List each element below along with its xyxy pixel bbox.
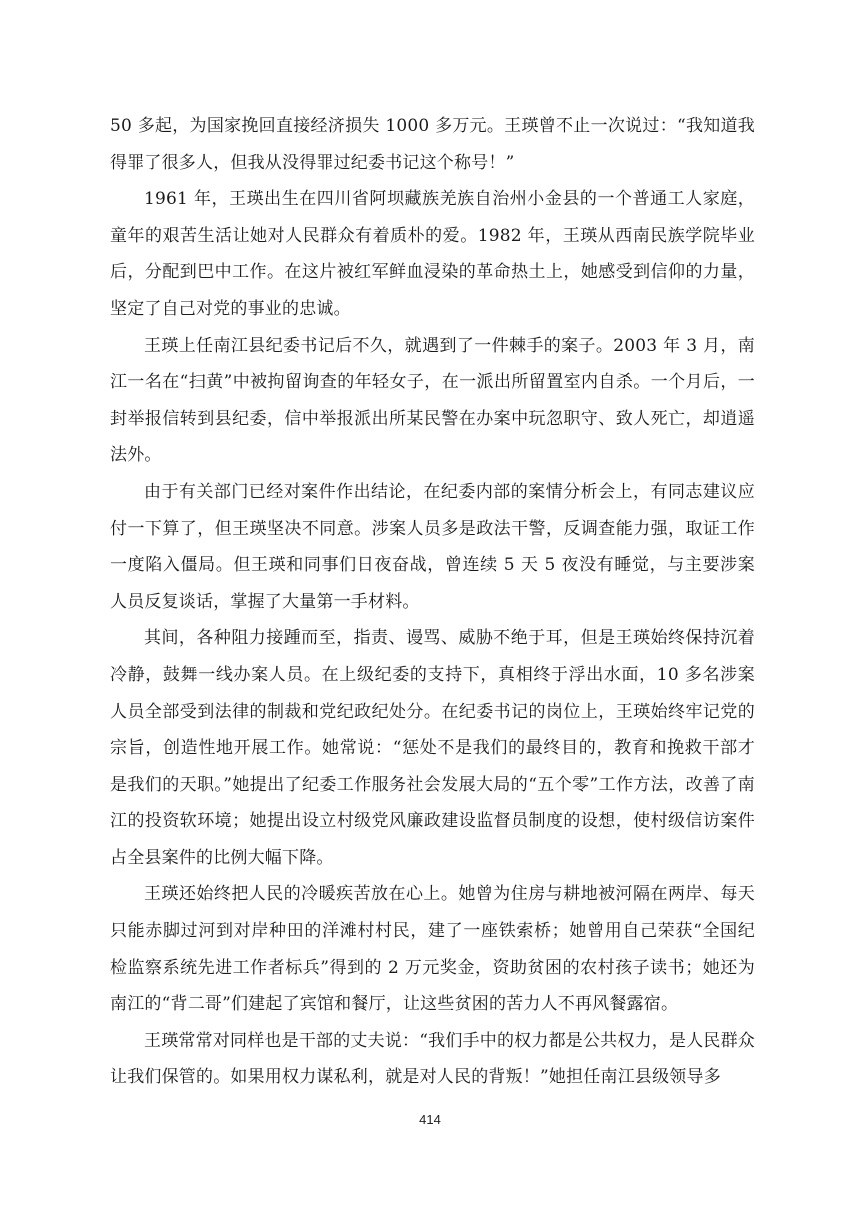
paragraph-2: 1961 年，王瑛出生在四川省阿坝藏族羌族自治州小金县的一个普通工人家庭，童年的艰苦生活让她对人民群众有着质朴的爱。1982 年，王瑛从西南民族学院毕业后，分配到巴中工作。在这片被红军鲜血浸染的革命热土上，她感受到信仰的力量，坚定了自己对党的事业的忠诚。 [110,189,755,319]
paragraph-5: 其间，各种阻力接踵而至，指责、谩骂、威胁不绝于耳，但是王瑛始终保持沉着冷静，鼓舞一线办案人员。在上级纪委的支持下，真相终于浮出水面，10 多名涉案人员全部受到法律的制裁和党纪政纪处分。在纪委书记的岗位上，王瑛始终牢记党的宗旨，创造性地开展工作。她常说：“惩处不是我们的最终目的，教育和挽救干部才是我们的天职。”她提出了纪委工作服务社会发展大局的“五个零”工作方法，改善了南江的投资软环境；她提出设立村级党风廉政建设监督员制度的设想，使村级信访案件占全县案件的比例大幅下降。 [110,628,755,868]
page-number: 414 [419,1112,441,1127]
paragraph-6: 王瑛还始终把人民的冷暖疾苦放在心上。她曾为住房与耕地被河隔在两岸、每天只能赤脚过河到对岸种田的洋滩村村民，建了一座铁索桥；她曾用自己荣获“全国纪检监察系统先进工作者标兵”得到的 2 万元奖金，资助贫困的农村孩子读书；她还为南江的“背二哥”们建起了宾馆和餐厅，让这些贫困的苦力人不再风餐露宿。 [110,884,755,1015]
document-body [110,108,755,1096]
paragraph-4: 由于有关部门已经对案件作出结论，在纪委内部的案情分析会上，有同志建议应付一下算了，但王瑛坚决不同意。涉案人员多是政法干警，反调查能力强，取证工作一度陷入僵局。但王瑛和同事们日夜奋战，曾连续 5 天 5 夜没有睡觉，与主要涉案人员反复谈话，掌握了大量第一手材料。 [110,481,755,612]
paragraph-7: 王瑛常常对同样也是干部的丈夫说：“我们手中的权力都是公共权力，是人民群众让我们保管的。如果用权力谋私利，就是对人民的背叛！”她担任南江县级领导多 [110,1030,755,1088]
paragraph-3: 王瑛上任南江县纪委书记后不久，就遇到了一件棘手的案子。2003 年 3 月，南江一名在“扫黄”中被拘留询查的年轻女子，在一派出所留置室内自杀。一个月后，一封举报信转到县纪委，信中举报派出所某民警在办案中玩忽职守、致人死亡，却逍遥法外。 [110,335,755,466]
paragraph-1: 50 多起，为国家挽回直接经济损失 1000 多万元。王瑛曾不止一次说过：“我知道我得罪了很多人，但我从没得罪过纪委书记这个称号！” [110,116,755,173]
